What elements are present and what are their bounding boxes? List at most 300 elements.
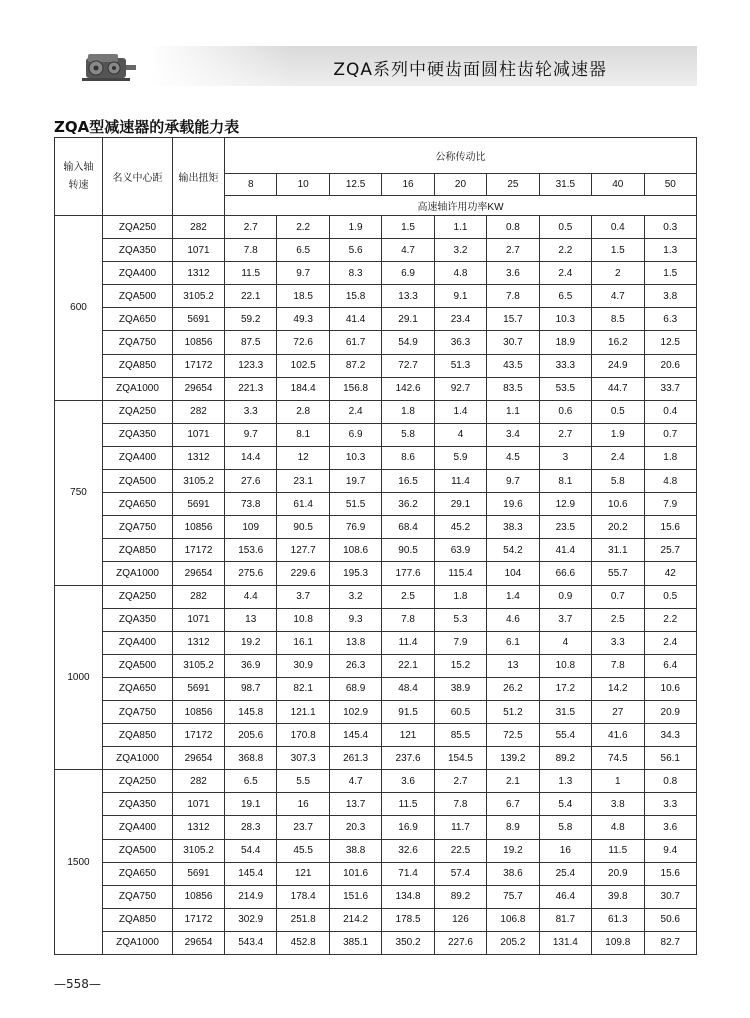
power-cell: 1 [592, 770, 644, 793]
power-cell: 1.9 [592, 423, 644, 446]
power-cell: 3.3 [225, 400, 277, 423]
power-cell: 43.5 [487, 354, 539, 377]
power-cell: 9.7 [487, 470, 539, 493]
power-cell: 0.7 [592, 585, 644, 608]
power-cell: 10.6 [592, 493, 644, 516]
model-cell: ZQA250 [103, 585, 173, 608]
power-cell: 10.3 [329, 446, 381, 469]
model-cell: ZQA500 [103, 839, 173, 862]
table-row [55, 770, 697, 793]
torque-cell: 282 [173, 585, 225, 608]
power-cell: 2.5 [592, 608, 644, 631]
table-row [55, 931, 697, 954]
torque-cell: 10856 [173, 516, 225, 539]
power-cell: 72.7 [382, 354, 434, 377]
power-cell: 17.2 [539, 677, 591, 700]
ratio-header: 8 [225, 174, 277, 196]
torque-cell: 1071 [173, 423, 225, 446]
power-cell: 16 [539, 839, 591, 862]
power-cell: 145.8 [225, 700, 277, 723]
power-cell: 7.8 [225, 239, 277, 262]
power-cell: 1.5 [644, 262, 697, 285]
power-cell: 205.6 [225, 724, 277, 747]
power-cell: 0.8 [644, 770, 697, 793]
power-cell: 91.5 [382, 700, 434, 723]
table-row [55, 654, 697, 677]
power-cell: 1.1 [434, 216, 486, 239]
power-cell: 46.4 [539, 885, 591, 908]
power-cell: 2.4 [329, 400, 381, 423]
power-cell: 19.2 [487, 839, 539, 862]
power-cell: 42 [644, 562, 697, 585]
power-cell: 12.9 [539, 493, 591, 516]
power-cell: 49.3 [277, 308, 329, 331]
model-cell: ZQA850 [103, 354, 173, 377]
page-number: —558— [54, 977, 101, 991]
power-cell: 5.8 [539, 816, 591, 839]
torque-cell: 5691 [173, 677, 225, 700]
power-cell: 3.7 [277, 585, 329, 608]
power-cell: 368.8 [225, 747, 277, 770]
power-cell: 0.6 [539, 400, 591, 423]
power-cell: 2.5 [382, 585, 434, 608]
power-cell: 76.9 [329, 516, 381, 539]
table-row [55, 631, 697, 654]
power-cell: 82.7 [644, 931, 697, 954]
power-cell: 60.5 [434, 700, 486, 723]
power-cell: 22.1 [225, 285, 277, 308]
torque-cell: 1312 [173, 631, 225, 654]
power-cell: 156.8 [329, 377, 381, 400]
power-cell: 2.2 [277, 216, 329, 239]
power-cell: 123.3 [225, 354, 277, 377]
ratio-header: 25 [487, 174, 539, 196]
power-cell: 4.7 [382, 239, 434, 262]
power-cell: 3.4 [487, 423, 539, 446]
power-cell: 89.2 [434, 885, 486, 908]
power-cell: 102.9 [329, 700, 381, 723]
power-cell: 18.5 [277, 285, 329, 308]
power-cell: 59.2 [225, 308, 277, 331]
ratio-header: 50 [644, 174, 697, 196]
power-cell: 9.4 [644, 839, 697, 862]
power-cell: 5.8 [592, 470, 644, 493]
power-cell: 41.4 [329, 308, 381, 331]
torque-cell: 29654 [173, 562, 225, 585]
torque-cell: 5691 [173, 308, 225, 331]
power-cell: 25.4 [539, 862, 591, 885]
power-cell: 3.6 [382, 770, 434, 793]
power-cell: 178.4 [277, 885, 329, 908]
power-cell: 2.8 [277, 400, 329, 423]
power-cell: 16.5 [382, 470, 434, 493]
power-cell: 2.4 [539, 262, 591, 285]
power-cell: 53.5 [539, 377, 591, 400]
power-cell: 54.4 [225, 839, 277, 862]
power-cell: 66.6 [539, 562, 591, 585]
power-cell: 5.5 [277, 770, 329, 793]
power-cell: 38.9 [434, 677, 486, 700]
power-cell: 1.3 [644, 239, 697, 262]
table-row [55, 470, 697, 493]
header-nominal-ratio: 公称传动比 [225, 138, 697, 174]
power-cell: 102.5 [277, 354, 329, 377]
power-cell: 6.9 [329, 423, 381, 446]
power-cell: 3.6 [644, 816, 697, 839]
power-cell: 452.8 [277, 931, 329, 954]
power-cell: 20.9 [644, 700, 697, 723]
power-cell: 39.8 [592, 885, 644, 908]
power-cell: 214.9 [225, 885, 277, 908]
power-cell: 3 [539, 446, 591, 469]
torque-cell: 10856 [173, 885, 225, 908]
power-cell: 5.8 [382, 423, 434, 446]
model-cell: ZQA750 [103, 885, 173, 908]
table-row [55, 793, 697, 816]
power-cell: 68.9 [329, 677, 381, 700]
power-cell: 32.6 [382, 839, 434, 862]
power-cell: 27.6 [225, 470, 277, 493]
power-cell: 1.8 [434, 585, 486, 608]
power-cell: 63.9 [434, 539, 486, 562]
power-cell: 20.6 [644, 354, 697, 377]
power-cell: 170.8 [277, 724, 329, 747]
model-cell: ZQA1000 [103, 931, 173, 954]
power-cell: 30.7 [644, 885, 697, 908]
power-cell: 8.1 [539, 470, 591, 493]
power-cell: 101.6 [329, 862, 381, 885]
table-row [55, 446, 697, 469]
table-row [55, 700, 697, 723]
torque-cell: 29654 [173, 747, 225, 770]
power-cell: 543.4 [225, 931, 277, 954]
gear-reducer-logo-icon [80, 48, 140, 84]
table-row [55, 285, 697, 308]
model-cell: ZQA650 [103, 493, 173, 516]
power-cell: 1.8 [382, 400, 434, 423]
model-cell: ZQA750 [103, 700, 173, 723]
power-cell: 4.6 [487, 608, 539, 631]
power-cell: 82.1 [277, 677, 329, 700]
page-header [53, 46, 697, 86]
torque-cell: 1071 [173, 239, 225, 262]
power-cell: 2.7 [487, 239, 539, 262]
power-cell: 6.5 [225, 770, 277, 793]
power-cell: 72.6 [277, 331, 329, 354]
model-cell: ZQA1000 [103, 377, 173, 400]
power-cell: 109 [225, 516, 277, 539]
power-cell: 10.3 [539, 308, 591, 331]
power-cell: 87.2 [329, 354, 381, 377]
power-cell: 5.6 [329, 239, 381, 262]
power-cell: 15.6 [644, 516, 697, 539]
power-cell: 33.7 [644, 377, 697, 400]
power-cell: 385.1 [329, 931, 381, 954]
header-output-torque: 输出扭矩 [173, 138, 225, 216]
power-cell: 22.5 [434, 839, 486, 862]
power-cell: 22.1 [382, 654, 434, 677]
torque-cell: 17172 [173, 354, 225, 377]
table-body [55, 216, 697, 955]
power-cell: 31.1 [592, 539, 644, 562]
table-row [55, 862, 697, 885]
table-row [55, 331, 697, 354]
power-cell: 4.7 [592, 285, 644, 308]
power-cell: 4.5 [487, 446, 539, 469]
model-cell: ZQA1000 [103, 747, 173, 770]
power-cell: 16.9 [382, 816, 434, 839]
model-cell: ZQA350 [103, 793, 173, 816]
input-speed-cell: 600 [55, 216, 103, 401]
power-cell: 8.5 [592, 308, 644, 331]
power-cell: 61.4 [277, 493, 329, 516]
power-cell: 68.4 [382, 516, 434, 539]
model-cell: ZQA350 [103, 239, 173, 262]
power-cell: 7.9 [434, 631, 486, 654]
power-cell: 81.7 [539, 908, 591, 931]
power-cell: 3.8 [644, 285, 697, 308]
power-cell: 48.4 [382, 677, 434, 700]
model-cell: ZQA650 [103, 308, 173, 331]
table-row [55, 747, 697, 770]
table-row [55, 677, 697, 700]
power-cell: 5.9 [434, 446, 486, 469]
power-cell: 214.2 [329, 908, 381, 931]
power-cell: 15.2 [434, 654, 486, 677]
torque-cell: 282 [173, 400, 225, 423]
power-cell: 4.8 [644, 470, 697, 493]
header-center-distance: 名义中心距 [103, 138, 173, 216]
power-cell: 89.2 [539, 747, 591, 770]
power-cell: 8.6 [382, 446, 434, 469]
power-cell: 127.7 [277, 539, 329, 562]
power-cell: 205.2 [487, 931, 539, 954]
power-cell: 2.7 [434, 770, 486, 793]
section-title: ZQA型减速器的承载能力表 [54, 118, 240, 136]
power-cell: 36.9 [225, 654, 277, 677]
torque-cell: 3105.2 [173, 470, 225, 493]
power-cell: 106.8 [487, 908, 539, 931]
power-cell: 74.5 [592, 747, 644, 770]
power-cell: 11.4 [434, 470, 486, 493]
power-cell: 18.9 [539, 331, 591, 354]
power-cell: 126 [434, 908, 486, 931]
torque-cell: 1071 [173, 793, 225, 816]
power-cell: 121 [277, 862, 329, 885]
power-cell: 25.7 [644, 539, 697, 562]
power-cell: 23.7 [277, 816, 329, 839]
table-row [55, 262, 697, 285]
model-cell: ZQA400 [103, 262, 173, 285]
power-cell: 36.2 [382, 493, 434, 516]
power-cell: 11.5 [382, 793, 434, 816]
power-cell: 145.4 [225, 862, 277, 885]
power-cell: 30.7 [487, 331, 539, 354]
table-row [55, 885, 697, 908]
torque-cell: 1312 [173, 262, 225, 285]
power-cell: 121 [382, 724, 434, 747]
power-cell: 14.2 [592, 677, 644, 700]
header-allowable-power: 高速轴许用功率KW [225, 196, 697, 216]
power-cell: 20.2 [592, 516, 644, 539]
power-cell: 1.1 [487, 400, 539, 423]
power-cell: 8.1 [277, 423, 329, 446]
power-cell: 16.2 [592, 331, 644, 354]
power-cell: 2.2 [539, 239, 591, 262]
power-cell: 41.6 [592, 724, 644, 747]
input-speed-cell: 1000 [55, 585, 103, 770]
power-cell: 11.5 [225, 262, 277, 285]
torque-cell: 1312 [173, 446, 225, 469]
torque-cell: 5691 [173, 862, 225, 885]
power-cell: 9.7 [277, 262, 329, 285]
power-cell: 2.4 [644, 631, 697, 654]
power-cell: 3.8 [592, 793, 644, 816]
table-row [55, 516, 697, 539]
power-cell: 145.4 [329, 724, 381, 747]
power-cell: 153.6 [225, 539, 277, 562]
table-row [55, 816, 697, 839]
power-cell: 227.6 [434, 931, 486, 954]
power-cell: 237.6 [382, 747, 434, 770]
power-cell: 57.4 [434, 862, 486, 885]
power-cell: 104 [487, 562, 539, 585]
input-speed-cell: 750 [55, 400, 103, 585]
power-cell: 0.5 [539, 216, 591, 239]
power-cell: 6.5 [277, 239, 329, 262]
power-cell: 5.3 [434, 608, 486, 631]
power-cell: 6.4 [644, 654, 697, 677]
table-row [55, 724, 697, 747]
power-cell: 31.5 [539, 700, 591, 723]
torque-cell: 3105.2 [173, 839, 225, 862]
power-cell: 7.8 [487, 285, 539, 308]
power-cell: 184.4 [277, 377, 329, 400]
power-cell: 3.2 [329, 585, 381, 608]
power-cell: 4 [539, 631, 591, 654]
power-cell: 0.8 [487, 216, 539, 239]
model-cell: ZQA400 [103, 631, 173, 654]
power-cell: 13.3 [382, 285, 434, 308]
model-cell: ZQA350 [103, 608, 173, 631]
ratio-header: 31.5 [539, 174, 591, 196]
power-cell: 13.8 [329, 631, 381, 654]
model-cell: ZQA400 [103, 816, 173, 839]
power-cell: 28.3 [225, 816, 277, 839]
power-cell: 108.6 [329, 539, 381, 562]
header-title: ZQA系列中硬齿面圆柱齿轮减速器 [333, 60, 607, 80]
power-cell: 3.6 [487, 262, 539, 285]
power-cell: 154.5 [434, 747, 486, 770]
power-cell: 54.9 [382, 331, 434, 354]
power-cell: 9.3 [329, 608, 381, 631]
power-cell: 251.8 [277, 908, 329, 931]
power-cell: 142.6 [382, 377, 434, 400]
power-cell: 4.8 [592, 816, 644, 839]
power-cell: 33.3 [539, 354, 591, 377]
model-cell: ZQA850 [103, 724, 173, 747]
ratio-header: 20 [434, 174, 486, 196]
power-cell: 3.7 [539, 608, 591, 631]
power-cell: 2.1 [487, 770, 539, 793]
torque-cell: 17172 [173, 908, 225, 931]
power-cell: 90.5 [277, 516, 329, 539]
table-row [55, 423, 697, 446]
power-cell: 2.4 [592, 446, 644, 469]
torque-cell: 1071 [173, 608, 225, 631]
power-cell: 115.4 [434, 562, 486, 585]
power-cell: 38.3 [487, 516, 539, 539]
power-cell: 7.8 [592, 654, 644, 677]
power-cell: 45.5 [277, 839, 329, 862]
torque-cell: 282 [173, 216, 225, 239]
table-row [55, 493, 697, 516]
power-cell: 2 [592, 262, 644, 285]
power-cell: 10.8 [539, 654, 591, 677]
power-cell: 0.9 [539, 585, 591, 608]
power-cell: 15.7 [487, 308, 539, 331]
power-cell: 12 [277, 446, 329, 469]
power-cell: 36.3 [434, 331, 486, 354]
power-cell: 134.8 [382, 885, 434, 908]
power-cell: 7.8 [434, 793, 486, 816]
power-cell: 6.3 [644, 308, 697, 331]
power-cell: 195.3 [329, 562, 381, 585]
power-cell: 61.3 [592, 908, 644, 931]
model-cell: ZQA1000 [103, 562, 173, 585]
power-cell: 177.6 [382, 562, 434, 585]
power-cell: 19.7 [329, 470, 381, 493]
ratio-header: 10 [277, 174, 329, 196]
power-cell: 121.1 [277, 700, 329, 723]
power-cell: 73.8 [225, 493, 277, 516]
power-cell: 2.7 [225, 216, 277, 239]
power-cell: 0.3 [644, 216, 697, 239]
model-cell: ZQA850 [103, 908, 173, 931]
model-cell: ZQA650 [103, 862, 173, 885]
power-cell: 151.6 [329, 885, 381, 908]
power-cell: 8.9 [487, 816, 539, 839]
model-cell: ZQA250 [103, 216, 173, 239]
power-cell: 29.1 [434, 493, 486, 516]
power-cell: 85.5 [434, 724, 486, 747]
power-cell: 98.7 [225, 677, 277, 700]
model-cell: ZQA500 [103, 285, 173, 308]
input-speed-cell: 1500 [55, 770, 103, 955]
power-cell: 2.2 [644, 608, 697, 631]
power-cell: 12.5 [644, 331, 697, 354]
power-cell: 15.8 [329, 285, 381, 308]
load-capacity-table [54, 137, 697, 955]
table-row [55, 308, 697, 331]
model-cell: ZQA350 [103, 423, 173, 446]
power-cell: 350.2 [382, 931, 434, 954]
power-cell: 10.6 [644, 677, 697, 700]
power-cell: 11.5 [592, 839, 644, 862]
model-cell: ZQA500 [103, 654, 173, 677]
power-cell: 51.5 [329, 493, 381, 516]
power-cell: 13.7 [329, 793, 381, 816]
power-cell: 7.8 [382, 608, 434, 631]
power-cell: 16 [277, 793, 329, 816]
power-cell: 90.5 [382, 539, 434, 562]
power-cell: 20.3 [329, 816, 381, 839]
torque-cell: 17172 [173, 539, 225, 562]
power-cell: 54.2 [487, 539, 539, 562]
table-row [55, 539, 697, 562]
power-cell: 15.6 [644, 862, 697, 885]
model-cell: ZQA750 [103, 516, 173, 539]
